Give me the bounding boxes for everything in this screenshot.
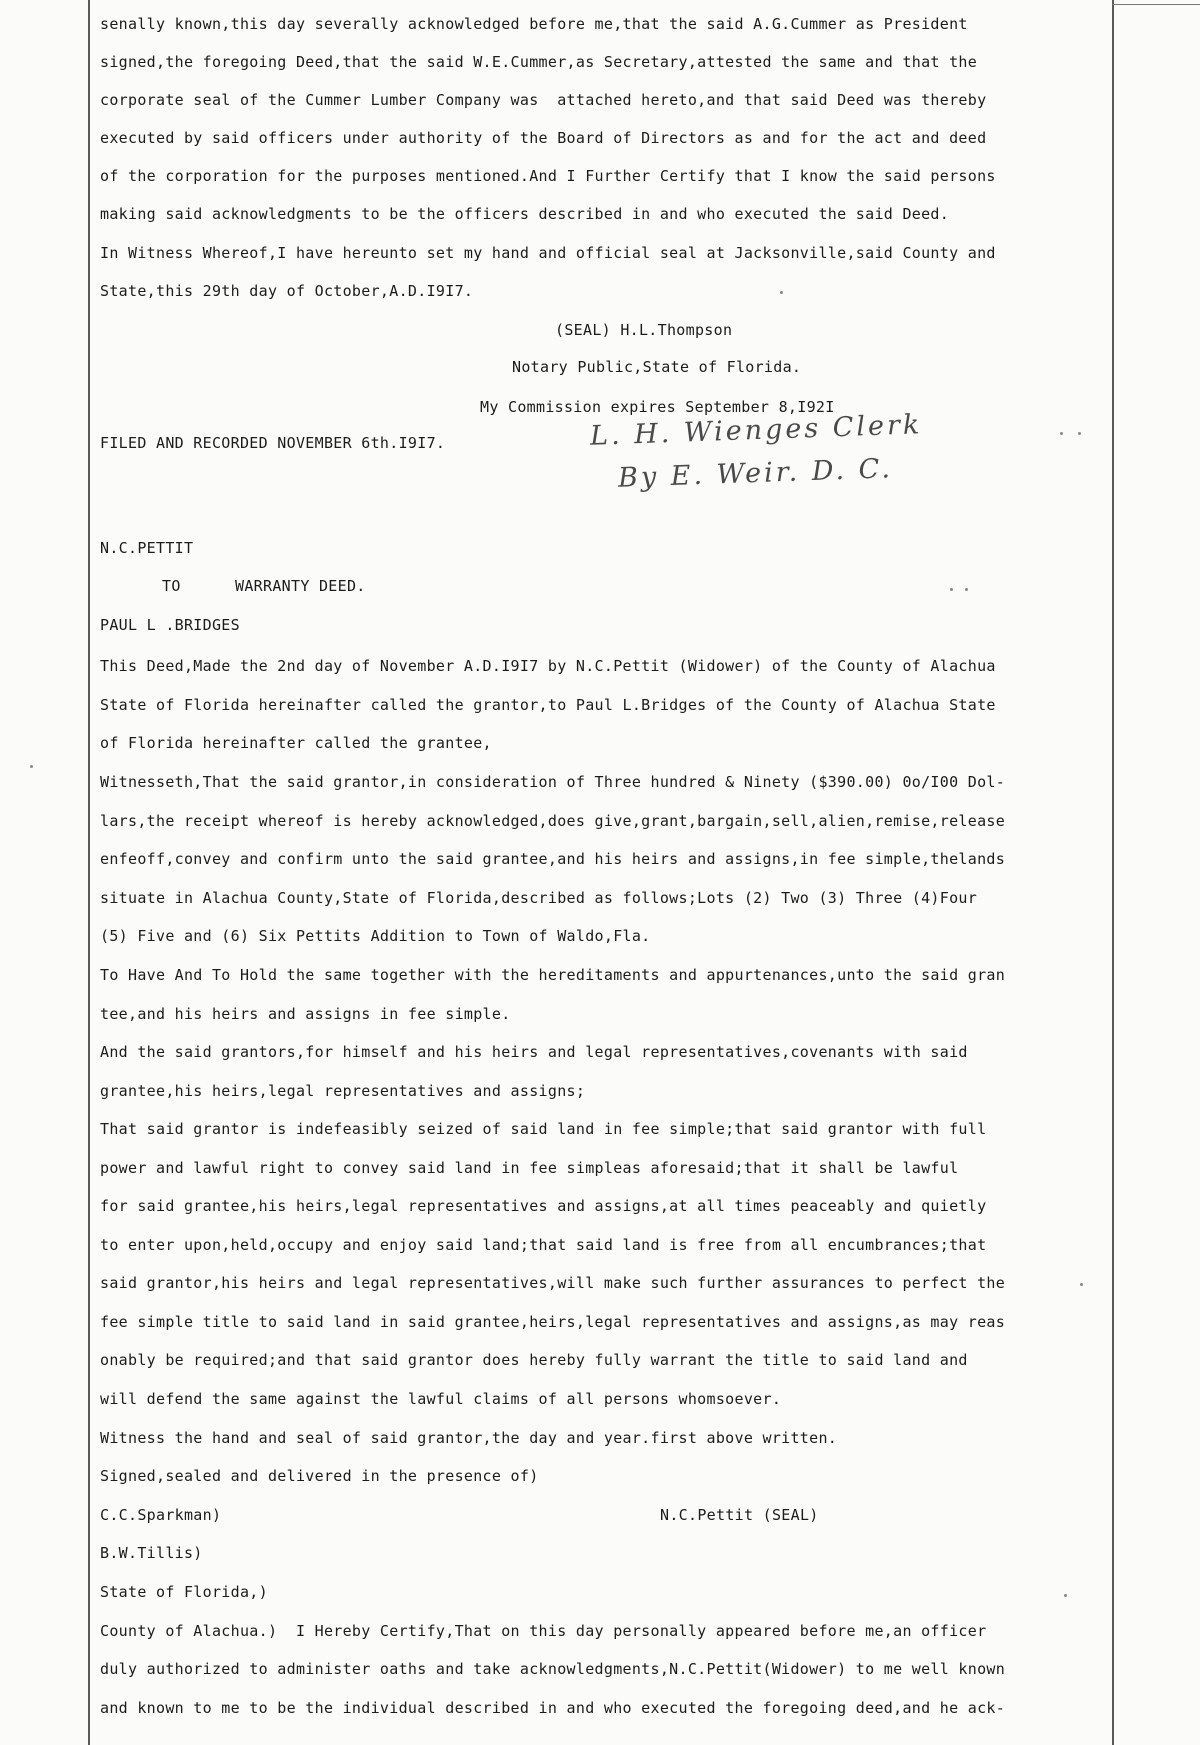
grantor-signature: N.C.Pettit (SEAL)	[660, 1506, 819, 1524]
witness-2: B.W.Tillis)	[100, 1544, 203, 1562]
deed-body-line: grantee,his heirs,legal representatives and assigns;	[100, 1082, 586, 1100]
ack-line: and known to me to be the individual described in and who executed the foregoing deed,and he ack-	[100, 1699, 1006, 1717]
deed-body-line: of Florida hereinafter called the grantee,	[100, 734, 492, 752]
text-line: of the corporation for the purposes mentioned.And I Further Certify that I know the said persons	[100, 167, 996, 185]
deed-body-line: That said grantor is indefeasibly seized of said land in fee simple;that said grantor with full	[100, 1120, 987, 1138]
deed-body-line: to enter upon,held,occupy and enjoy said land;that said land is free from all encumbrances;that	[100, 1236, 987, 1254]
deed-type-heading: WARRANTY DEED.	[235, 577, 366, 595]
deed-body-line: fee simple title to said land in said grantee,heirs,legal representatives and assigns,as may reas	[100, 1313, 1006, 1331]
scan-speck	[950, 588, 953, 591]
deed-body-line: onably be required;and that said grantor does hereby fully warrant the title to said land and	[100, 1351, 968, 1369]
deed-body-line: To Have And To Hold the same together with the hereditaments and appurtenances,unto the said gran	[100, 966, 1006, 984]
scan-speck	[1064, 1594, 1067, 1597]
ack-state: State of Florida,)	[100, 1583, 268, 1601]
notary-seal-line: (SEAL) H.L.Thompson	[555, 321, 733, 339]
deed-body-line: lars,the receipt whereof is hereby acknowledged,does give,grant,bargain,sell,alien,remise,release	[100, 812, 1006, 830]
deputy-clerk-signature: By E. Weir. D. C.	[617, 453, 894, 494]
grantor-heading: N.C.PETTIT	[100, 539, 194, 557]
deed-body-line: State of Florida hereinafter called the grantor,to Paul L.Bridges of the County of Alachua State	[100, 696, 996, 714]
scan-speck	[780, 291, 783, 294]
grantee-heading: PAUL L .BRIDGES	[100, 616, 240, 634]
clerk-signature: L. H. Wienges Clerk	[589, 409, 923, 452]
top-corner-rule	[1112, 4, 1200, 5]
witness-1: C.C.Sparkman)	[100, 1506, 222, 1524]
deed-body-line: Witnesseth,That the said grantor,in consideration of Three hundred & Ninety ($390.00) 0o/I00 Dol-	[100, 773, 1006, 791]
text-line: corporate seal of the Cummer Lumber Company was attached hereto,and that said Deed was thereby	[100, 91, 987, 109]
deed-body-line: will defend the same against the lawful claims of all persons whomsoever.	[100, 1390, 782, 1408]
deed-body-line: This Deed,Made the 2nd day of November A.D.I9I7 by N.C.Pettit (Widower) of the County of Alachua	[100, 657, 996, 675]
text-line: In Witness Whereof,I have hereunto set my hand and official seal at Jacksonville,said County and	[100, 244, 996, 262]
deed-body-line: (5) Five and (6) Six Pettits Addition to Town of Waldo,Fla.	[100, 927, 651, 945]
scan-speck	[1078, 432, 1081, 435]
deed-body-line: power and lawful right to convey said land in fee simpleas aforesaid;that it shall be lawful	[100, 1159, 959, 1177]
left-margin-rule	[88, 0, 90, 1745]
text-line: signed,the foregoing Deed,that the said W.E.Cummer,as Secretary,attested the same and that the	[100, 53, 978, 71]
deed-body-line: said grantor,his heirs and legal representatives,will make such further assurances to perfect the	[100, 1274, 1006, 1292]
ack-line: duly authorized to administer oaths and take acknowledgments,N.C.Pettit(Widower) to me well known	[100, 1660, 1006, 1678]
scan-speck	[1080, 1283, 1083, 1286]
scan-speck	[965, 588, 968, 591]
text-line: State,this 29th day of October,A.D.I9I7.	[100, 282, 474, 300]
right-margin-rule	[1112, 0, 1114, 1745]
ack-county-line: County of Alachua.) I Hereby Certify,That on this day personally appeared before me,an officer	[100, 1622, 987, 1640]
scan-speck	[30, 765, 33, 768]
text-line: executed by said officers under authority of the Board of Directors as and for the act and deed	[100, 129, 987, 147]
deed-body-line: Witness the hand and seal of said grantor,the day and year.first above written.	[100, 1429, 838, 1447]
deed-body-line: Signed,sealed and delivered in the presence of)	[100, 1467, 539, 1485]
notary-title: Notary Public,State of Florida.	[512, 358, 802, 376]
text-line: senally known,this day severally acknowledged before me,that the said A.G.Cummer as President	[100, 15, 968, 33]
deed-body-line: And the said grantors,for himself and his heirs and legal representatives,covenants with said	[100, 1043, 968, 1061]
deed-body-line: tee,and his heirs and assigns in fee simple.	[100, 1005, 511, 1023]
deed-body-line: enfeoff,convey and confirm unto the said grantee,and his heirs and assigns,in fee simple,thelands	[100, 850, 1006, 868]
filed-recorded: FILED AND RECORDED NOVEMBER 6th.I9I7.	[100, 434, 446, 452]
text-line: making said acknowledgments to be the officers described in and who executed the said Deed.	[100, 205, 950, 223]
scan-speck	[1060, 432, 1063, 435]
notary-commission: My Commission expires September 8,I92I	[480, 398, 835, 416]
deed-body-line: situate in Alachua County,State of Florida,described as follows;Lots (2) Two (3) Three (4)Four	[100, 889, 978, 907]
deed-body-line: for said grantee,his heirs,legal representatives and assigns,at all times peaceably and quietly	[100, 1197, 987, 1215]
to-heading: TO	[162, 577, 181, 595]
